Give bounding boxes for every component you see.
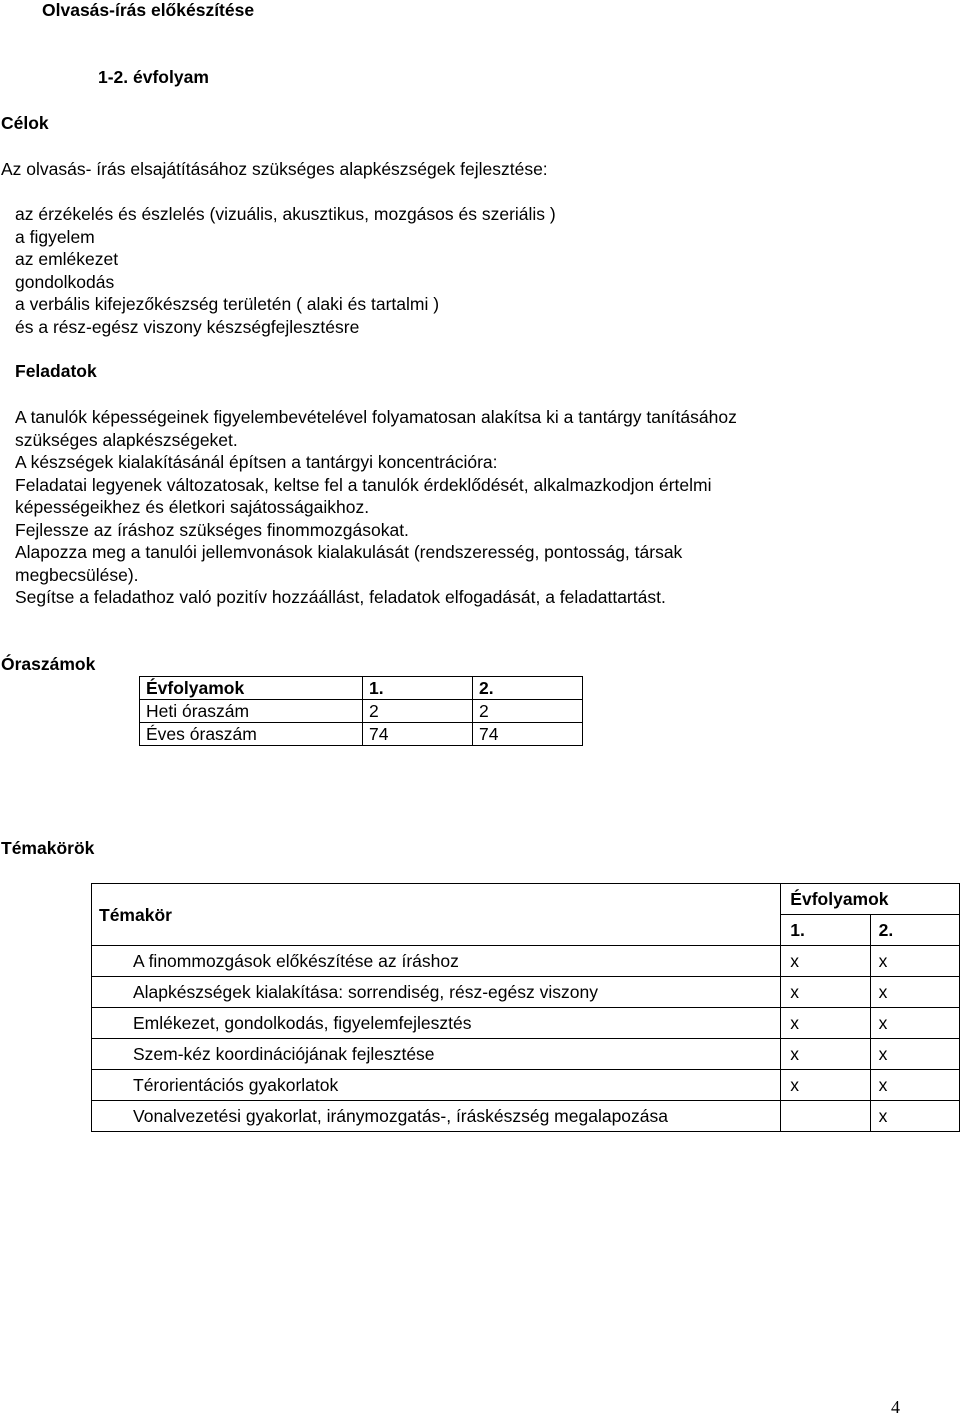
feladatok-line: Alapozza meg a tanulói jellemvonások kialakulását (rendszeresség, pontosság, társak: [15, 542, 683, 562]
table-header-cell: 2.: [473, 677, 583, 700]
table-cell: x: [870, 946, 959, 977]
table-header-cell: 1.: [781, 915, 870, 946]
table-row: [92, 1039, 960, 1070]
table-row: [92, 977, 960, 1008]
table-header-cell: 1.: [363, 677, 473, 700]
table-cell: Emlékezet, gondolkodás, figyelemfejlesztés: [92, 1008, 781, 1039]
celok-list: [15, 203, 556, 338]
table-cell: Éves óraszám: [140, 723, 363, 746]
celok-item: az érzékelés és észlelés (vizuális, akusztikus, mozgásos és szeriális ): [15, 204, 556, 224]
feladatok-heading: Feladatok: [15, 361, 97, 381]
table-row: [92, 1070, 960, 1101]
table-cell: x: [870, 1101, 959, 1132]
celok-item: és a rész-egész viszony készségfejlesztésre: [15, 316, 360, 337]
oraszamok-heading: Óraszámok: [1, 654, 96, 674]
table-cell: x: [781, 977, 870, 1008]
table-row: [140, 677, 583, 700]
grade-label: 1-2. évfolyam: [98, 67, 209, 87]
celok-intro: Az olvasás- írás elsajátításához szükséges alapkészségek fejlesztése:: [1, 159, 548, 179]
feladatok-line: megbecsülése).: [15, 564, 139, 585]
temakorok-heading: Témakörök: [1, 838, 95, 858]
table-cell: Szem-kéz koordinációjának fejlesztése: [92, 1039, 781, 1070]
temakorok-table: [91, 883, 960, 1132]
celok-item: a verbális kifejezőkészség területén ( alaki és tartalmi ): [15, 294, 440, 314]
feladatok-line: Fejlessze az íráshoz szükséges finommozgásokat.: [15, 519, 409, 540]
table-cell: x: [870, 977, 959, 1008]
table-cell: 2: [473, 700, 583, 723]
table-header-cell: Évfolyamok: [140, 677, 363, 700]
feladatok-line: Segítse a feladathoz való pozitív hozzáállást, feladatok elfogadását, a feladattartást.: [15, 587, 666, 607]
table-cell: x: [870, 1008, 959, 1039]
table-cell: 74: [473, 723, 583, 746]
celok-item: gondolkodás: [15, 271, 115, 292]
table-cell: 74: [363, 723, 473, 746]
feladatok-line: A készségek kialakításánál építsen a tantárgyi koncentrációra:: [15, 452, 498, 472]
feladatok-line: képességeikhez és életkori sajátosságaikhoz.: [15, 497, 370, 517]
feladatok-line: Feladatai legyenek változatosak, keltse fel a tanulók érdeklődését, alkalmazkodjon értelmi: [15, 474, 712, 495]
table-header-cell: Évfolyamok: [781, 884, 960, 915]
celok-heading: Célok: [1, 113, 49, 133]
table-row: [92, 946, 960, 977]
table-header-cell: Témakör: [92, 884, 781, 946]
table-cell: Térorientációs gyakorlatok: [92, 1070, 781, 1101]
table-cell: Heti óraszám: [140, 700, 363, 723]
table-row: [92, 884, 960, 915]
celok-item: a figyelem: [15, 226, 95, 247]
table-cell: x: [781, 1008, 870, 1039]
table-cell: [781, 1101, 870, 1132]
oraszamok-table: [139, 676, 583, 746]
table-cell: x: [781, 946, 870, 977]
table-cell: x: [781, 1070, 870, 1101]
table-header-cell: 2.: [870, 915, 959, 946]
feladatok-text: [15, 406, 737, 609]
table-cell: Vonalvezetési gyakorlat, iránymozgatás-, íráskészség megalapozása: [92, 1101, 781, 1132]
feladatok-line: A tanulók képességeinek figyelembevételével folyamatosan alakítsa ki a tantárgy tanításához: [15, 407, 737, 427]
page-number: 4: [891, 1397, 900, 1417]
table-row: [140, 700, 583, 723]
celok-item: az emlékezet: [15, 249, 119, 269]
table-cell: A finommozgások előkészítése az íráshoz: [92, 946, 781, 977]
table-cell: x: [781, 1039, 870, 1070]
table-row: [92, 1101, 960, 1132]
table-row: [92, 1008, 960, 1039]
table-cell: 2: [363, 700, 473, 723]
table-cell: Alapkészségek kialakítása: sorrendiség, rész-egész viszony: [92, 977, 781, 1008]
table-row: [140, 723, 583, 746]
document-title: Olvasás-írás előkészítése: [42, 0, 255, 20]
table-cell: x: [870, 1070, 959, 1101]
table-cell: x: [870, 1039, 959, 1070]
feladatok-line: szükséges alapkészségeket.: [15, 429, 238, 450]
